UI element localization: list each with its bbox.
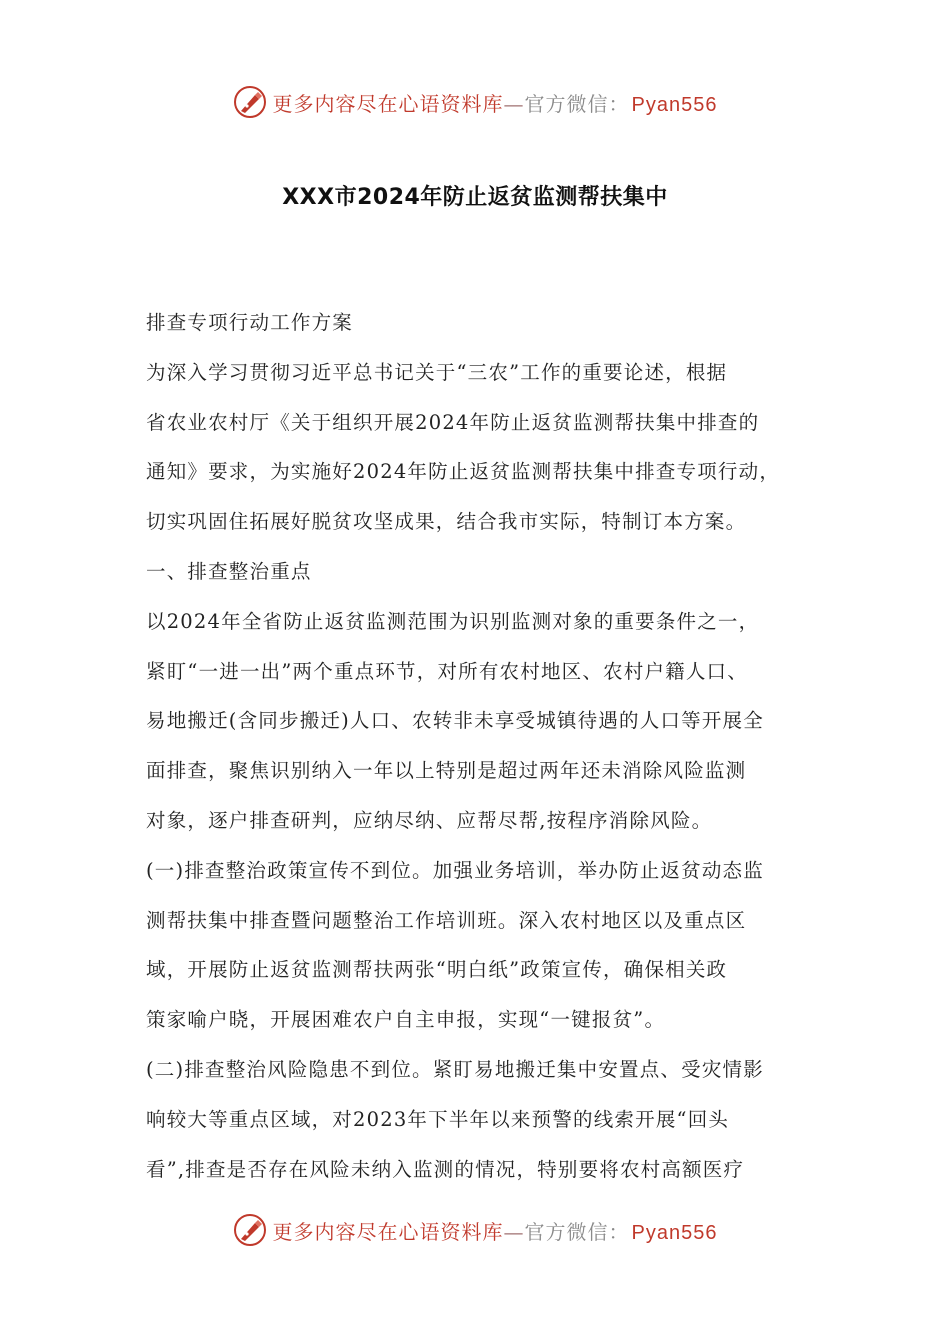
item1-paragraph <box>146 846 826 1045</box>
watermark-official-label: 官方微信： <box>524 1219 630 1244</box>
text-line: 为深入学习贯彻习近平总书记关于“三农”工作的重要论述，根据 <box>146 360 728 384</box>
text-line: 紧盯“一进一出”两个重点环节，对所有农村地区、农村户籍人口、 <box>146 659 748 683</box>
text-line: (二)排查整治风险隐患不到位。紧盯易地搬迁集中安置点、受灾情影 <box>146 1057 764 1081</box>
text-line: 省农业农村厅《关于组织开展2024年防止返贫监测帮扶集中排查的 <box>146 410 760 434</box>
watermark-text <box>273 88 718 117</box>
watermark-separator: — <box>503 91 525 116</box>
watermark-wechat-id: Pyan556 <box>631 93 718 116</box>
section-heading: 一、排查整治重点 <box>146 559 312 583</box>
section1-paragraph <box>146 597 826 846</box>
watermark-official-label: 官方微信： <box>524 91 630 116</box>
text-line: 以2024年全省防止返贫监测范围为识别监测对象的重要条件之一， <box>146 609 760 633</box>
text-line: 域，开展防止返贫监测帮扶两张“明白纸”政策宣传，确保相关政 <box>146 958 728 982</box>
watermark-wechat-id: Pyan556 <box>631 1221 718 1244</box>
text-line: 易地搬迁(含同步搬迁)人口、农转非未享受城镇待遇的人口等开展全 <box>146 709 764 733</box>
intro-paragraph <box>146 348 826 547</box>
document-title: XXX市2024年防止返贫监测帮扶集中 <box>282 185 668 210</box>
text-line: 看”,排查是否存在风险未纳入监测的情况，特别要将农村高额医疗 <box>146 1157 745 1181</box>
text-line: 面排查，聚焦识别纳入一年以上特别是超过两年还未消除风险监测 <box>146 759 747 783</box>
pen-nib-logo-icon <box>233 85 267 119</box>
watermark-brand: 更多内容尽在心语资料库 <box>272 91 504 116</box>
document-body <box>146 298 826 1194</box>
watermark-banner-top <box>0 82 950 122</box>
item2-paragraph <box>146 1045 826 1194</box>
text-line: 通知》要求，为实施好2024年防止返贫监测帮扶集中排查专项行动， <box>146 460 781 484</box>
text-line: 切实巩固住拓展好脱贫攻坚成果，结合我市实际，特制订本方案。 <box>146 510 747 534</box>
watermark-text <box>273 1216 718 1245</box>
text-line: 策家喻户晓，开展困难农户自主申报，实现“一键报贫”。 <box>146 1008 666 1032</box>
watermark-separator: — <box>503 1219 525 1244</box>
watermark-brand: 更多内容尽在心语资料库 <box>272 1219 504 1244</box>
document-subtitle: 排查专项行动工作方案 <box>146 311 354 334</box>
text-line: 对象，逐户排查研判，应纳尽纳、应帮尽帮,按程序消除风险。 <box>146 808 713 832</box>
pen-nib-logo-icon <box>233 1213 267 1247</box>
text-line: 响较大等重点区域，对2023年下半年以来预警的线索开展“回头 <box>146 1107 730 1131</box>
watermark-banner-bottom <box>0 1210 950 1250</box>
text-line: 测帮扶集中排查暨问题整治工作培训班。深入农村地区以及重点区 <box>146 908 747 932</box>
text-line: (一)排查整治政策宣传不到位。加强业务培训，举办防止返贫动态监 <box>146 858 764 882</box>
